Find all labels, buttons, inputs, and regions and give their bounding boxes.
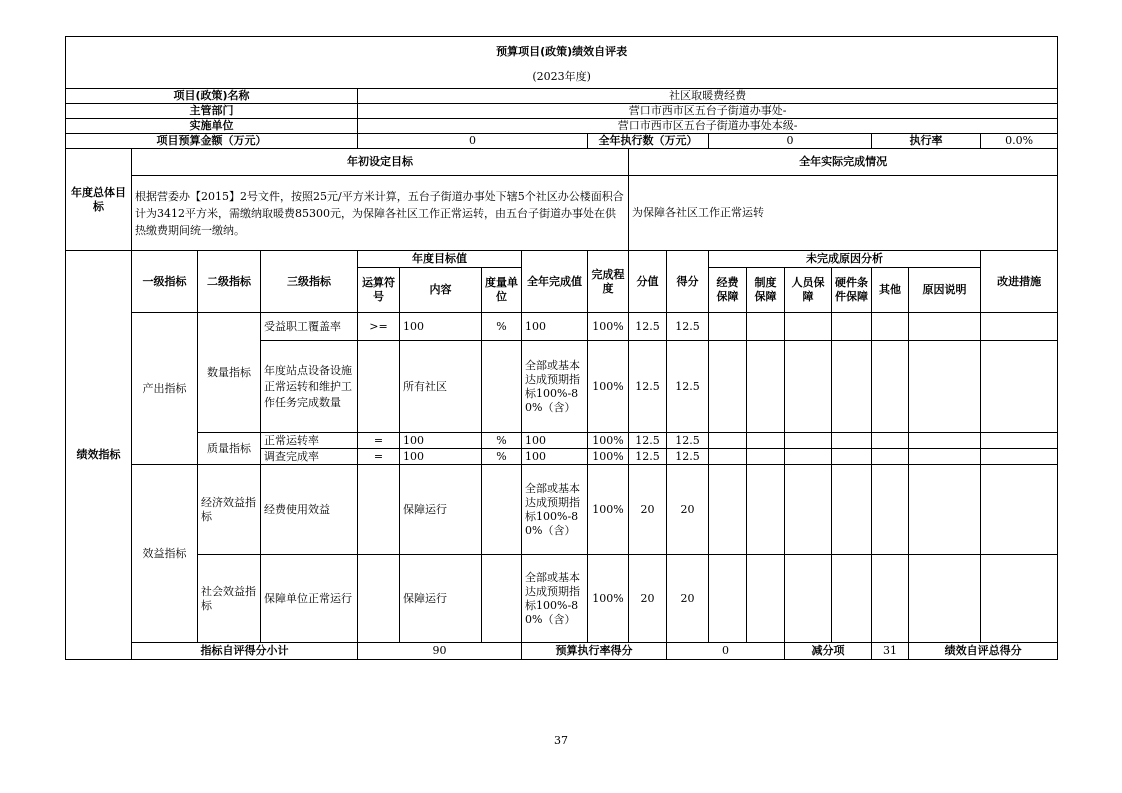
table-row	[66, 313, 1058, 341]
indicator-content: 保障运行	[400, 555, 482, 643]
header-reason-hardware: 硬件条件保障	[832, 268, 872, 313]
actual-result-header: 全年实际完成情况	[629, 149, 1058, 176]
indicator-score: 12.5	[667, 341, 709, 433]
deduct-value: 31	[872, 643, 909, 660]
budget-score-value: 0	[667, 643, 785, 660]
indicator-actual: 全部或基本达成预期指标100%-80%（含）	[522, 465, 588, 555]
header-degree: 完成程度	[588, 251, 629, 313]
header-reason-system: 制度保障	[747, 268, 785, 313]
header-reason-other: 其他	[872, 268, 909, 313]
header-improve: 改进措施	[981, 251, 1058, 313]
exec-rate-label: 执行率	[872, 134, 981, 149]
indicator-op: =	[358, 449, 400, 465]
exec-amount-value: 0	[709, 134, 872, 149]
header-content: 内容	[400, 268, 482, 313]
initial-goal-text: 根据营委办【2015】2号文件，按照25元/平方米计算，五台子街道办事处下辖5个社区办公楼面积合计为3412平方米，需缴纳取暖费85300元，为保障各社区工作正常运转，由五台子街道办事处在供热缴费期间统一缴纳。	[132, 176, 629, 251]
budget-amount-value: 0	[358, 134, 588, 149]
budget-amount-label: 项目预算金额（万元）	[66, 134, 358, 149]
indicator-score-value: 12.5	[629, 433, 667, 449]
indicator-actual: 全部或基本达成预期指标100%-80%（含）	[522, 555, 588, 643]
indicator-name: 年度站点设备设施正常运转和维护工作任务完成数量	[261, 341, 358, 433]
indicator-op: =	[358, 433, 400, 449]
output-indicator-label: 产出指标	[132, 313, 198, 465]
annual-goal-label: 年度总体目标	[66, 149, 132, 251]
quantity-indicator-label: 数量指标	[198, 313, 261, 433]
indicator-unit: %	[482, 449, 522, 465]
indicator-degree: 100%	[588, 433, 629, 449]
indicator-score-value: 12.5	[629, 341, 667, 433]
page-title: 预算项目(政策)绩效自评表	[66, 37, 1058, 67]
actual-result-text: 为保障各社区工作正常运转	[629, 176, 1058, 251]
header-op: 运算符号	[358, 268, 400, 313]
exec-rate-value: 0.0%	[981, 134, 1058, 149]
indicator-name: 正常运转率	[261, 433, 358, 449]
deduct-label: 减分项	[785, 643, 872, 660]
header-score: 得分	[667, 251, 709, 313]
indicator-actual: 100	[522, 313, 588, 341]
header-reason-group: 未完成原因分析	[709, 251, 981, 268]
evaluation-sheet	[65, 36, 1057, 660]
unit-label: 实施单位	[66, 119, 358, 134]
indicator-content: 100	[400, 433, 482, 449]
performance-indicator-label: 绩效指标	[66, 251, 132, 660]
indicator-unit: %	[482, 433, 522, 449]
indicator-op	[358, 555, 400, 643]
header-actual: 全年完成值	[522, 251, 588, 313]
indicator-name: 保障单位正常运行	[261, 555, 358, 643]
header-reason-staff: 人员保障	[785, 268, 832, 313]
total-score-label: 绩效自评总得分	[909, 643, 1058, 660]
header-target-group: 年度目标值	[358, 251, 522, 268]
indicator-score: 12.5	[667, 313, 709, 341]
indicator-op	[358, 465, 400, 555]
indicator-score-value: 12.5	[629, 313, 667, 341]
project-name-label: 项目(政策)名称	[66, 89, 358, 104]
indicator-unit	[482, 341, 522, 433]
economic-indicator-label: 经济效益指标	[198, 465, 261, 555]
indicator-score: 12.5	[667, 449, 709, 465]
header-measure: 度量单位	[482, 268, 522, 313]
header-level3: 三级指标	[261, 251, 358, 313]
indicator-name: 经费使用效益	[261, 465, 358, 555]
benefit-indicator-label: 效益指标	[132, 465, 198, 643]
indicator-score: 20	[667, 465, 709, 555]
dept-label: 主管部门	[66, 104, 358, 119]
header-reason-funding: 经费保障	[709, 268, 747, 313]
indicator-degree: 100%	[588, 313, 629, 341]
indicator-score-value: 12.5	[629, 449, 667, 465]
subtotal-value: 90	[358, 643, 522, 660]
indicator-op	[358, 341, 400, 433]
quality-indicator-label: 质量指标	[198, 433, 261, 465]
indicator-score-value: 20	[629, 555, 667, 643]
indicator-actual: 100	[522, 433, 588, 449]
indicator-op: >=	[358, 313, 400, 341]
unit-value: 营口市西市区五台子街道办事处本级-	[358, 119, 1058, 134]
subtotal-label: 指标自评得分小计	[132, 643, 358, 660]
table-row	[66, 555, 1058, 643]
year-label: (2023年度)	[66, 67, 1058, 89]
initial-goal-header: 年初设定目标	[132, 149, 629, 176]
indicator-actual: 全部或基本达成预期指标100%-80%（含）	[522, 341, 588, 433]
header-reason-desc: 原因说明	[909, 268, 981, 313]
indicator-name: 调查完成率	[261, 449, 358, 465]
header-level1: 一级指标	[132, 251, 198, 313]
indicator-content: 100	[400, 313, 482, 341]
indicator-degree: 100%	[588, 555, 629, 643]
indicator-score-value: 20	[629, 465, 667, 555]
table-row	[66, 465, 1058, 555]
dept-value: 营口市西市区五台子街道办事处-	[358, 104, 1058, 119]
evaluation-table	[65, 36, 1058, 660]
indicator-degree: 100%	[588, 449, 629, 465]
budget-score-label: 预算执行率得分	[522, 643, 667, 660]
indicator-degree: 100%	[588, 341, 629, 433]
indicator-actual: 100	[522, 449, 588, 465]
project-name-value: 社区取暖费经费	[358, 89, 1058, 104]
indicator-score: 12.5	[667, 433, 709, 449]
indicator-score: 20	[667, 555, 709, 643]
header-score-value: 分值	[629, 251, 667, 313]
table-row	[66, 433, 1058, 449]
indicator-unit	[482, 465, 522, 555]
page-number: 37	[554, 734, 568, 747]
indicator-degree: 100%	[588, 465, 629, 555]
social-indicator-label: 社会效益指标	[198, 555, 261, 643]
exec-amount-label: 全年执行数（万元）	[588, 134, 709, 149]
indicator-name: 受益职工覆盖率	[261, 313, 358, 341]
indicator-unit: %	[482, 313, 522, 341]
indicator-content: 保障运行	[400, 465, 482, 555]
indicator-content: 所有社区	[400, 341, 482, 433]
indicator-content: 100	[400, 449, 482, 465]
indicator-unit	[482, 555, 522, 643]
header-level2: 二级指标	[198, 251, 261, 313]
